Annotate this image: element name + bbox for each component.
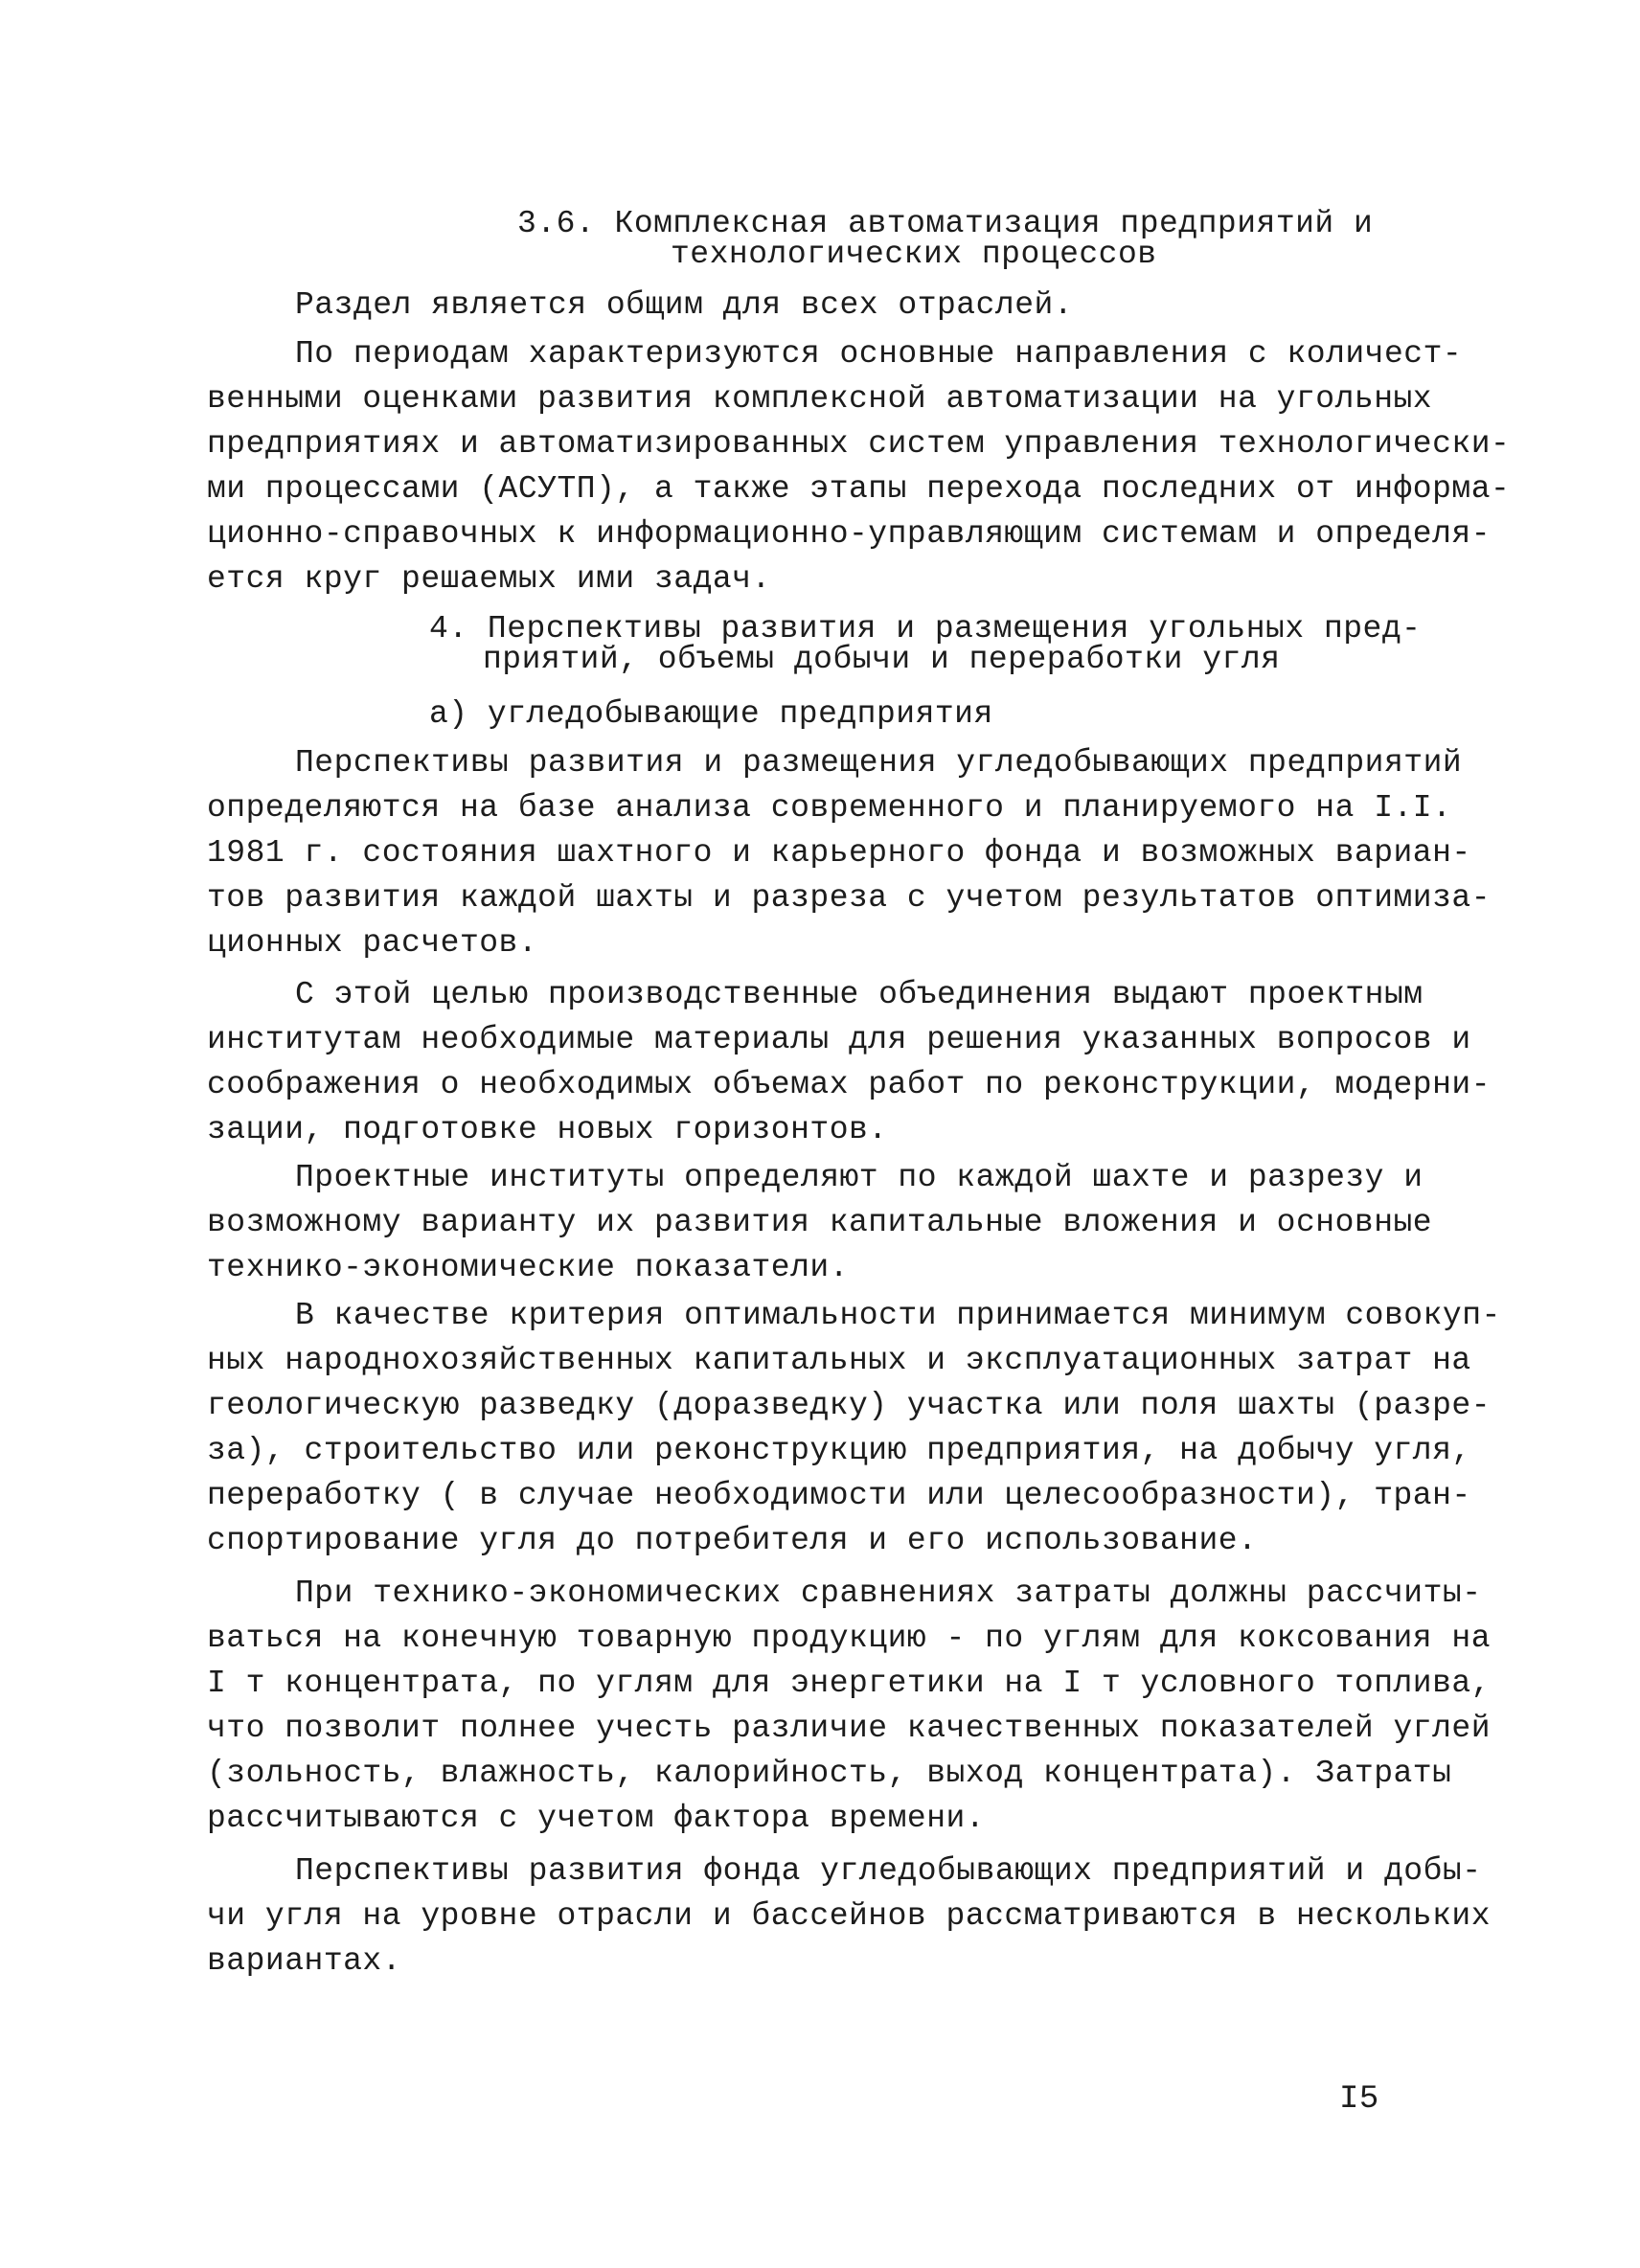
section-heading xyxy=(517,206,1374,272)
text-line: ми процессами (АСУТП), а также этапы перехода последних от информа- xyxy=(207,471,1511,507)
text-line: Проектные институты определяют по каждой шахте и разрезу и xyxy=(295,1160,1424,1195)
subheading-text: а) угледобывающие предприятия xyxy=(429,696,993,732)
text-line: венными оценками развития комплексной автоматизации на угольных xyxy=(207,381,1433,417)
chapter-heading xyxy=(429,611,1422,677)
text-line: технико-экономические показатели. xyxy=(207,1250,850,1285)
text-line: чи угля на уровне отрасли и бассейнов рассматриваются в нескольких xyxy=(207,1898,1492,1934)
text-line: переработку ( в случае необходимости или целесообразности), тран- xyxy=(207,1478,1471,1513)
text-line: С этой целью производственные объединения выдают проектным xyxy=(295,977,1424,1012)
text-line: Раздел является общим для всех отраслей. xyxy=(295,287,1074,323)
text-line: 1981 г. состояния шахтного и карьерного фонда и возможных вариан- xyxy=(207,835,1471,871)
text-line: Перспективы развития фонда угледобывающих предприятий и добы- xyxy=(295,1853,1482,1889)
page-number: I5 xyxy=(1339,2081,1379,2118)
paragraph-materials xyxy=(207,972,1491,1152)
text-line: В качестве критерия оптимальности принимается минимум совокуп- xyxy=(295,1298,1501,1333)
paragraph-criterion xyxy=(207,1293,1501,1563)
text-line: По периодам характеризуются основные направления с количест- xyxy=(295,336,1463,372)
text-line: (зольность, влажность, калорийность, выход концентрата). Затраты xyxy=(207,1756,1452,1791)
text-line: возможному варианту их развития капитальные вложения и основные xyxy=(207,1205,1433,1240)
text-line: предприятиях и автоматизированных систем управления технологически- xyxy=(207,426,1511,462)
paragraph-comparison xyxy=(207,1571,1491,1841)
text-line: ваться на конечную товарную продукцию - по углям для коксования на xyxy=(207,1621,1492,1656)
text-line: вариантах. xyxy=(207,1943,402,1979)
section-heading-line: 3.6. Комплексная автоматизация предприятий и xyxy=(517,206,1374,241)
subheading xyxy=(429,692,993,737)
text-line: соображения о необходимых объемах работ по реконструкции, модерни- xyxy=(207,1067,1492,1102)
text-line: ционных расчетов. xyxy=(207,925,538,961)
paragraph-variants xyxy=(207,1848,1491,1984)
paragraph-automation xyxy=(207,331,1510,601)
chapter-heading-line: 4. Перспективы развития и размещения угольных пред- xyxy=(429,611,1422,646)
text-line: Перспективы развития и размещения угледобывающих предприятий xyxy=(295,745,1463,781)
text-line: ных народнохозяйственных капитальных и эксплуатационных затрат на xyxy=(207,1343,1471,1378)
section-heading-line: технологических процессов xyxy=(671,237,1157,272)
paragraph-institutes xyxy=(207,1155,1432,1290)
intro-paragraph xyxy=(295,283,1073,328)
text-line: ционно-справочных к информационно-управляющим системам и определя- xyxy=(207,516,1492,552)
text-line: за), строительство или реконструкцию предприятия, на добычу угля, xyxy=(207,1433,1471,1468)
text-line: институтам необходимые материалы для решения указанных вопросов и xyxy=(207,1022,1471,1057)
text-line: ется круг решаемых ими задач. xyxy=(207,561,771,597)
text-line: При технико-экономических сравнениях затраты должны рассчиты- xyxy=(295,1576,1482,1611)
text-line: рассчитываются с учетом фактора времени. xyxy=(207,1801,986,1836)
text-line: зации, подготовке новых горизонтов. xyxy=(207,1112,888,1147)
text-line: определяются на базе анализа современного и планируемого на I.I. xyxy=(207,790,1452,826)
chapter-heading-line: приятий, объемы добычи и переработки угля xyxy=(483,642,1281,677)
text-line: геологическую разведку (доразведку) участка или поля шахты (разре- xyxy=(207,1388,1492,1423)
text-line: I т концентрата, по углям для энергетики на I т условного топлива, xyxy=(207,1666,1492,1701)
text-line: спортирование угля до потребителя и его использование. xyxy=(207,1523,1258,1558)
text-line: что позволит полнее учесть различие качественных показателей углей xyxy=(207,1711,1492,1746)
text-line: тов развития каждой шахты и разреза с учетом результатов оптимиза- xyxy=(207,880,1492,916)
paragraph-prospects xyxy=(207,740,1491,965)
